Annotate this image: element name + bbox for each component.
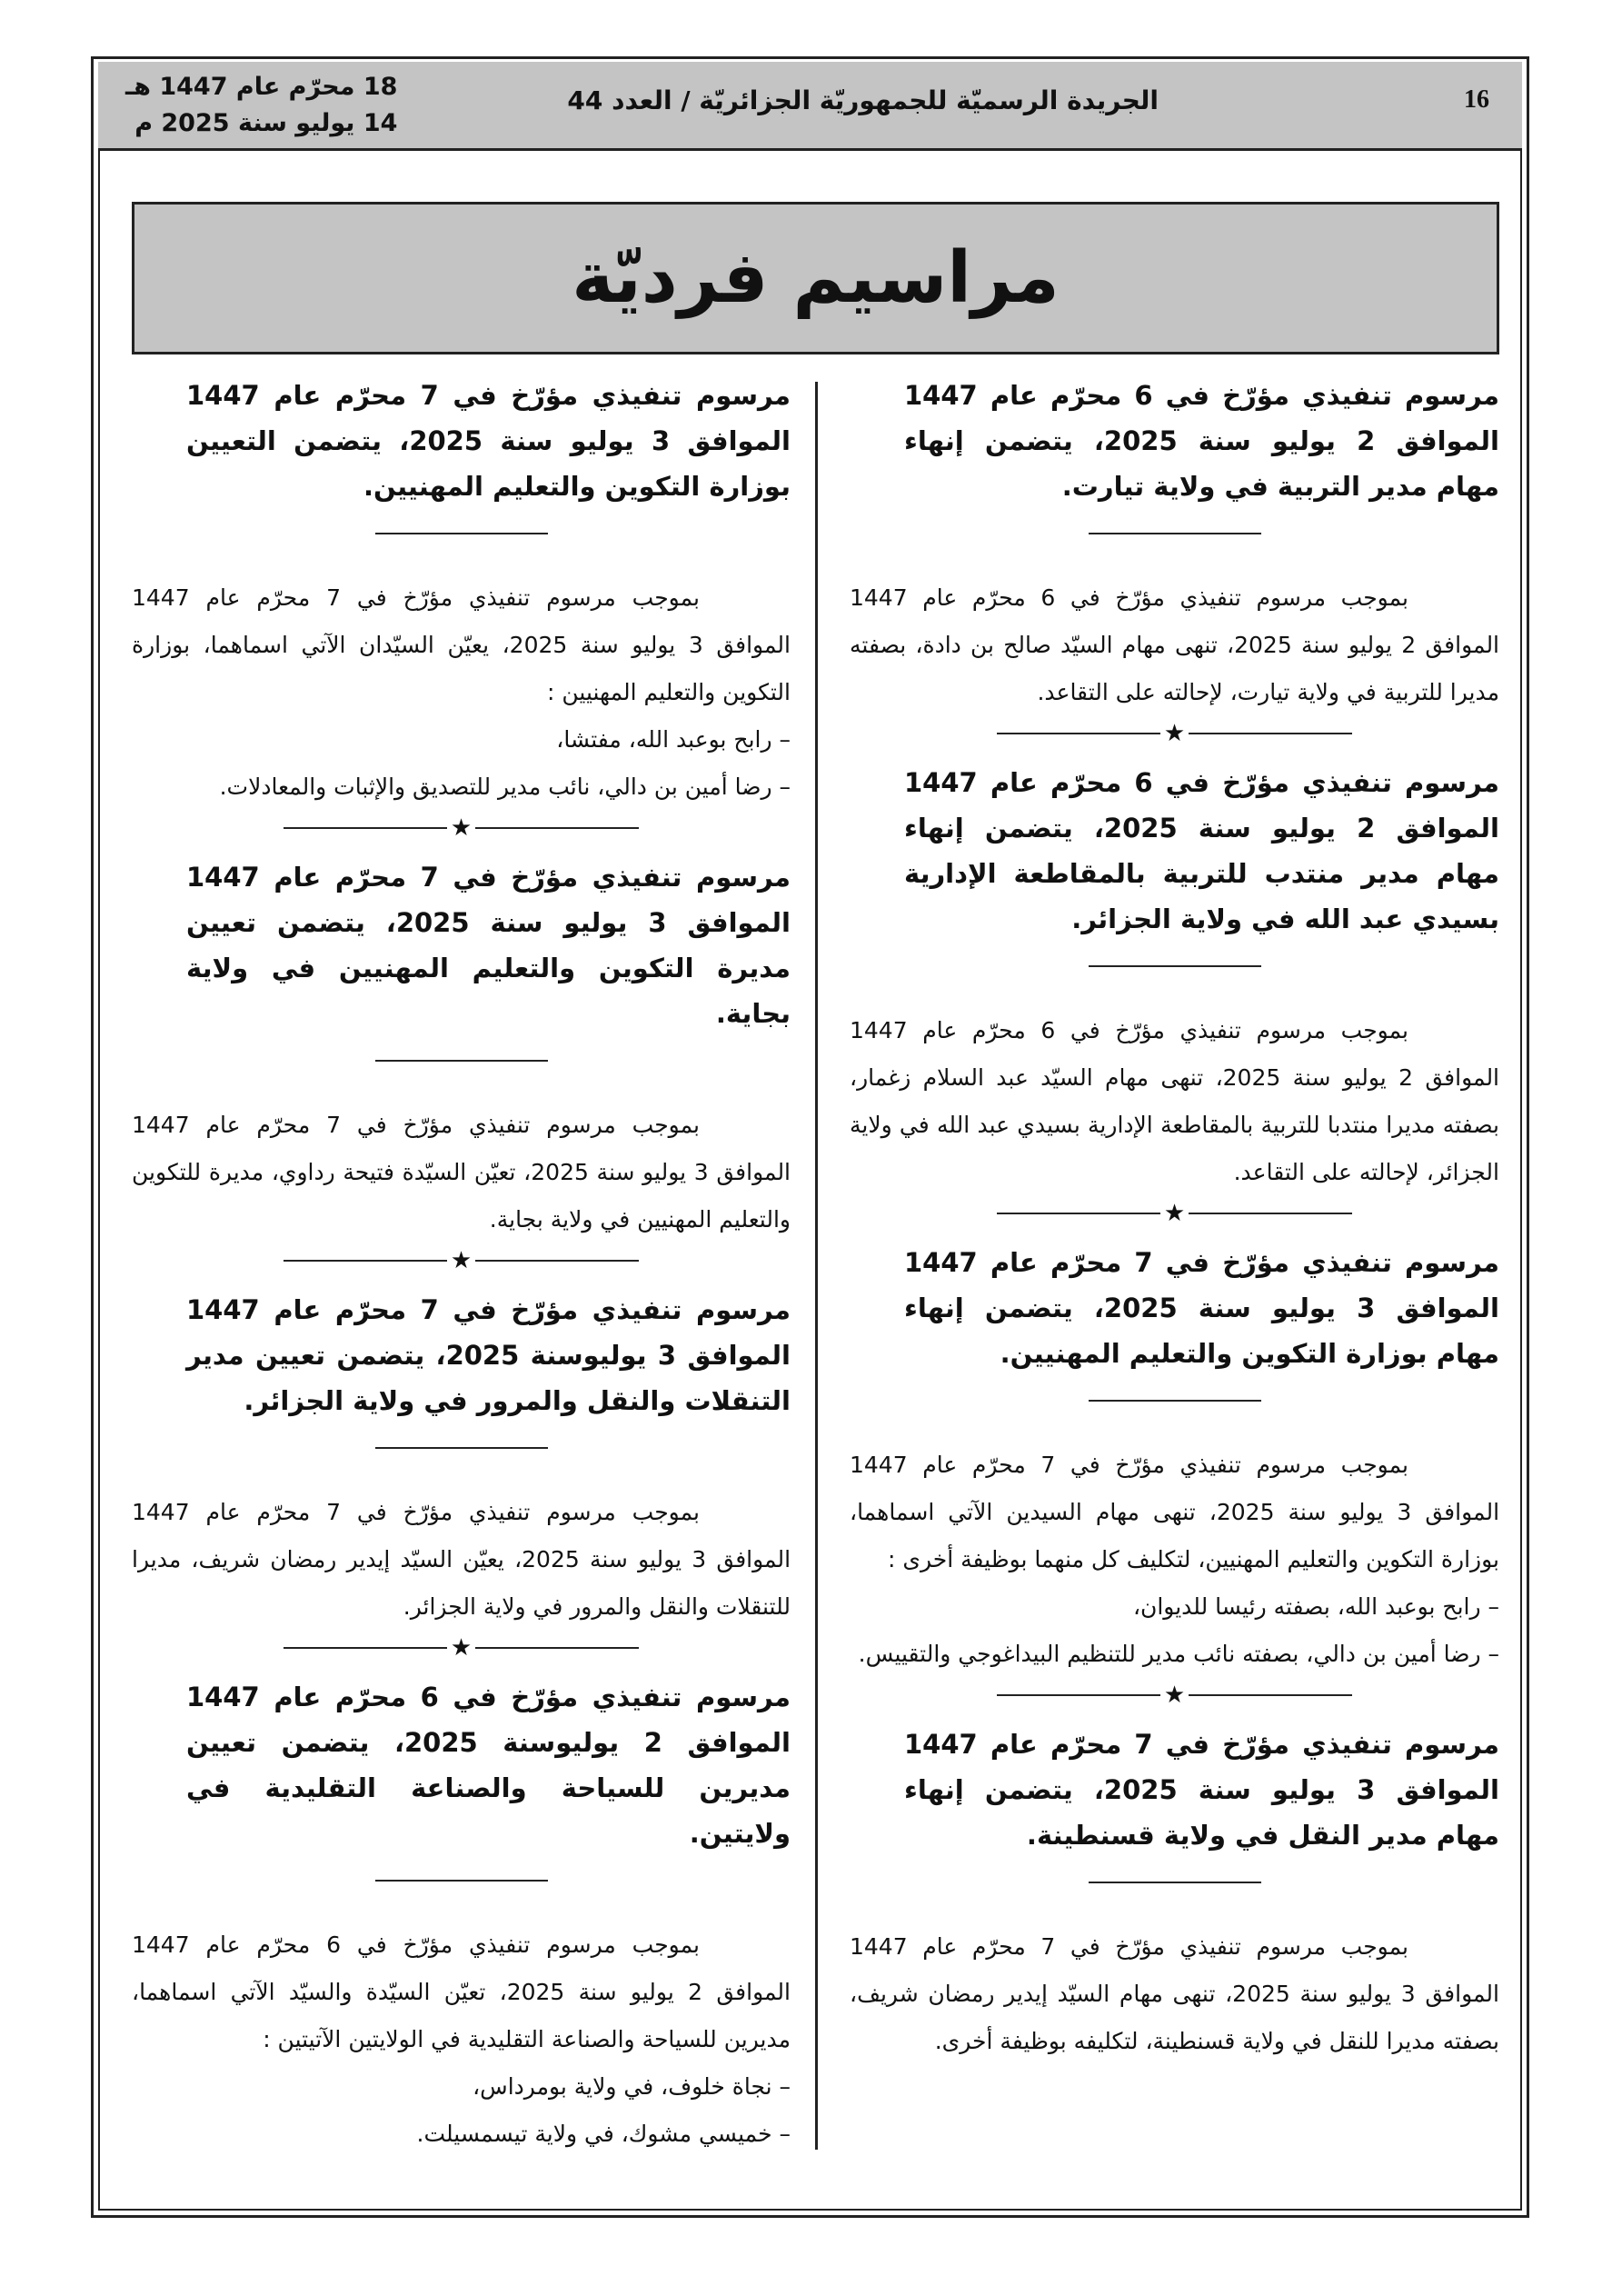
decree-title: مرسوم تنفيذي مؤرّخ في 6 محرّم عام 1447 الموافق 2 يوليو سنة 2025، يتضمن إنهاء مهام مدير التربية في ولاية تيارت. bbox=[904, 380, 1499, 502]
column-divider bbox=[815, 382, 818, 2150]
star-icon: ★ bbox=[1163, 720, 1186, 747]
star-icon: ★ bbox=[1163, 1682, 1186, 1709]
decree-title: مرسوم تنفيذي مؤرّخ في 7 محرّم عام 1447 الموافق 3 يوليو سنة 2025، يتضمن تعيين مديرة التكوين والتعليم المهنيين في ولاية بجاية. bbox=[186, 862, 791, 1029]
star-separator bbox=[850, 1202, 1499, 1225]
decree bbox=[132, 854, 791, 1273]
decree bbox=[132, 1674, 791, 2158]
star-separator bbox=[132, 816, 791, 840]
decree-title: مرسوم تنفيذي مؤرّخ في 7 محرّم عام 1447 الموافق 3 يوليو سنة 2025، يتضمن إنهاء مهام مدير النقل في ولاية قسنطينة. bbox=[904, 1729, 1499, 1851]
decree-body: بموجب مرسوم تنفيذي مؤرّخ في 7 محرّم عام 1447 الموافق 3 يوليو سنة 2025، يعيّن السيّدان الآتي اسماهما، بوزارة التكوين والتعليم المهنيين : bbox=[132, 584, 791, 705]
decree-body: بموجب مرسوم تنفيذي مؤرّخ في 6 محرّم عام 1447 الموافق 2 يوليو سنة 2025، تنهى مهام السيّد صالح بن دادة، بصفته مديرا للتربية في ولاية تيارت، لإحالته على التقاعد. bbox=[850, 584, 1500, 705]
title-rule bbox=[375, 1880, 548, 1882]
decree-title: مرسوم تنفيذي مؤرّخ في 6 محرّم عام 1447 الموافق 2 يوليو سنة 2025، يتضمن إنهاء مهام مدير منتدب للتربية بالمقاطعة الإدارية بسيدي عبد الله في ولاية الجزائر. bbox=[904, 767, 1499, 934]
decree-list-item: – رضا أمين بن دالي، نائب مدير للتصديق والإثبات والمعادلات. bbox=[219, 774, 791, 800]
decree-body: بموجب مرسوم تنفيذي مؤرّخ في 7 محرّم عام 1447 الموافق 3 يوليو سنة 2025، يعيّن السيّد إيدير رمضان شريف، مديرا للتنقلات والنقل والمرور في ولاية الجزائر. bbox=[132, 1499, 791, 1620]
decree-body: بموجب مرسوم تنفيذي مؤرّخ في 7 محرّم عام 1447 الموافق 3 يوليو سنة 2025، تنهى مهام السيّد إيدير رمضان شريف، بصفته مديرا للنقل في ولاية قسنطينة، لتكليفه بوظيفة أخرى. bbox=[850, 1933, 1499, 2054]
issue-date bbox=[125, 69, 397, 142]
decree bbox=[850, 1722, 1499, 2065]
star-separator bbox=[132, 1249, 791, 1273]
title-rule bbox=[1089, 1882, 1261, 1883]
decree-title: مرسوم تنفيذي مؤرّخ في 7 محرّم عام 1447 الموافق 3 يوليو سنة 2025، يتضمن إنهاء مهام بوزارة التكوين والتعليم المهنيين. bbox=[904, 1247, 1499, 1369]
decree-list-item: – نجاة خلوف، في ولاية بومرداس، bbox=[473, 2073, 791, 2100]
decree-body: بموجب مرسوم تنفيذي مؤرّخ في 7 محرّم عام 1447 الموافق 3 يوليو سنة 2025، تعيّن السيّدة فتيحة رداوي، مديرة للتكوين والتعليم المهنيين في ولاية بجاية. bbox=[132, 1112, 791, 1233]
decree-title: مرسوم تنفيذي مؤرّخ في 7 محرّم عام 1447 الموافق 3 يوليو سنة 2025، يتضمن التعيين بوزارة التكوين والتعليم المهنيين. bbox=[186, 380, 791, 502]
decree-body: بموجب مرسوم تنفيذي مؤرّخ في 6 محرّم عام 1447 الموافق 2 يوليو سنة 2025، تنهى مهام السيّد عبد السلام زغمار، بصفته مديرا منتدبا للتربية بالمقاطعة الإدارية بسيدي عبد الله في ولاية الجزائر، لإحالته على التقاعد. bbox=[850, 1017, 1500, 1185]
decree bbox=[132, 373, 791, 840]
title-rule bbox=[1089, 965, 1261, 967]
title-rule bbox=[375, 1447, 548, 1449]
section-title: مراسيم فرديّة bbox=[572, 237, 1060, 319]
star-icon: ★ bbox=[1163, 1200, 1186, 1227]
star-icon: ★ bbox=[450, 814, 473, 842]
decree bbox=[132, 1287, 791, 1660]
left-column bbox=[132, 373, 791, 2158]
decree-list-item: – رضا أمين بن دالي، بصفته نائب مدير للتنظيم البيداغوجي والتقييس. bbox=[858, 1641, 1499, 1667]
journal-title: الجريدة الرسميّة للجمهوريّة الجزائريّة / العدد 44 bbox=[567, 85, 1159, 115]
decree-title: مرسوم تنفيذي مؤرّخ في 6 محرّم عام 1447 الموافق 2 يوليوسنة 2025، يتضمن تعيين مديرين للسياحة والصناعة التقليدية في ولايتين. bbox=[186, 1682, 791, 1849]
decree-list-item: – رابح بوعبد الله، بصفته رئيسا للديوان، bbox=[1132, 1593, 1499, 1620]
page-number: 16 bbox=[1464, 85, 1489, 114]
decree bbox=[850, 760, 1499, 1225]
decree-list-item: – خميسي مشوك، في ولاية تيسمسيلت. bbox=[416, 2121, 791, 2147]
decree-title: مرسوم تنفيذي مؤرّخ في 7 محرّم عام 1447 الموافق 3 يوليوسنة 2025، يتضمن تعيين مدير التنقلات والنقل والمرور في ولاية الجزائر. bbox=[186, 1294, 791, 1416]
section-title-box bbox=[132, 202, 1499, 354]
hijri-date: 18 محرّم عام 1447 هـ bbox=[125, 73, 398, 101]
gregorian-date: 14 يوليو سنة 2025 م bbox=[134, 109, 398, 137]
star-separator bbox=[850, 1683, 1499, 1707]
title-rule bbox=[375, 1060, 548, 1062]
page-header bbox=[98, 62, 1522, 151]
decree-body: بموجب مرسوم تنفيذي مؤرّخ في 7 محرّم عام 1447 الموافق 3 يوليو سنة 2025، تنهى مهام السيدين الآتي اسماهما، بوزارة التكوين والتعليم المهنيين، لتكليف كل منهما بوظيفة أخرى : bbox=[850, 1452, 1500, 1572]
star-icon: ★ bbox=[450, 1634, 473, 1662]
star-icon: ★ bbox=[450, 1247, 473, 1274]
title-rule bbox=[1089, 533, 1261, 534]
star-separator bbox=[132, 1636, 791, 1660]
decree bbox=[850, 1240, 1499, 1707]
decree bbox=[850, 373, 1499, 745]
right-column bbox=[850, 373, 1499, 2065]
star-separator bbox=[850, 722, 1499, 745]
title-rule bbox=[375, 533, 548, 534]
decree-body: بموجب مرسوم تنفيذي مؤرّخ في 6 محرّم عام 1447 الموافق 2 يوليو سنة 2025، تعيّن السيّدة والسيّد الآتي اسماهما، مديرين للسياحة والصناعة التقليدية في الولايتين الآتيتين : bbox=[132, 1932, 791, 2052]
decree-list-item: – رابح بوعبد الله، مفتشا، bbox=[556, 726, 791, 753]
title-rule bbox=[1089, 1400, 1261, 1402]
